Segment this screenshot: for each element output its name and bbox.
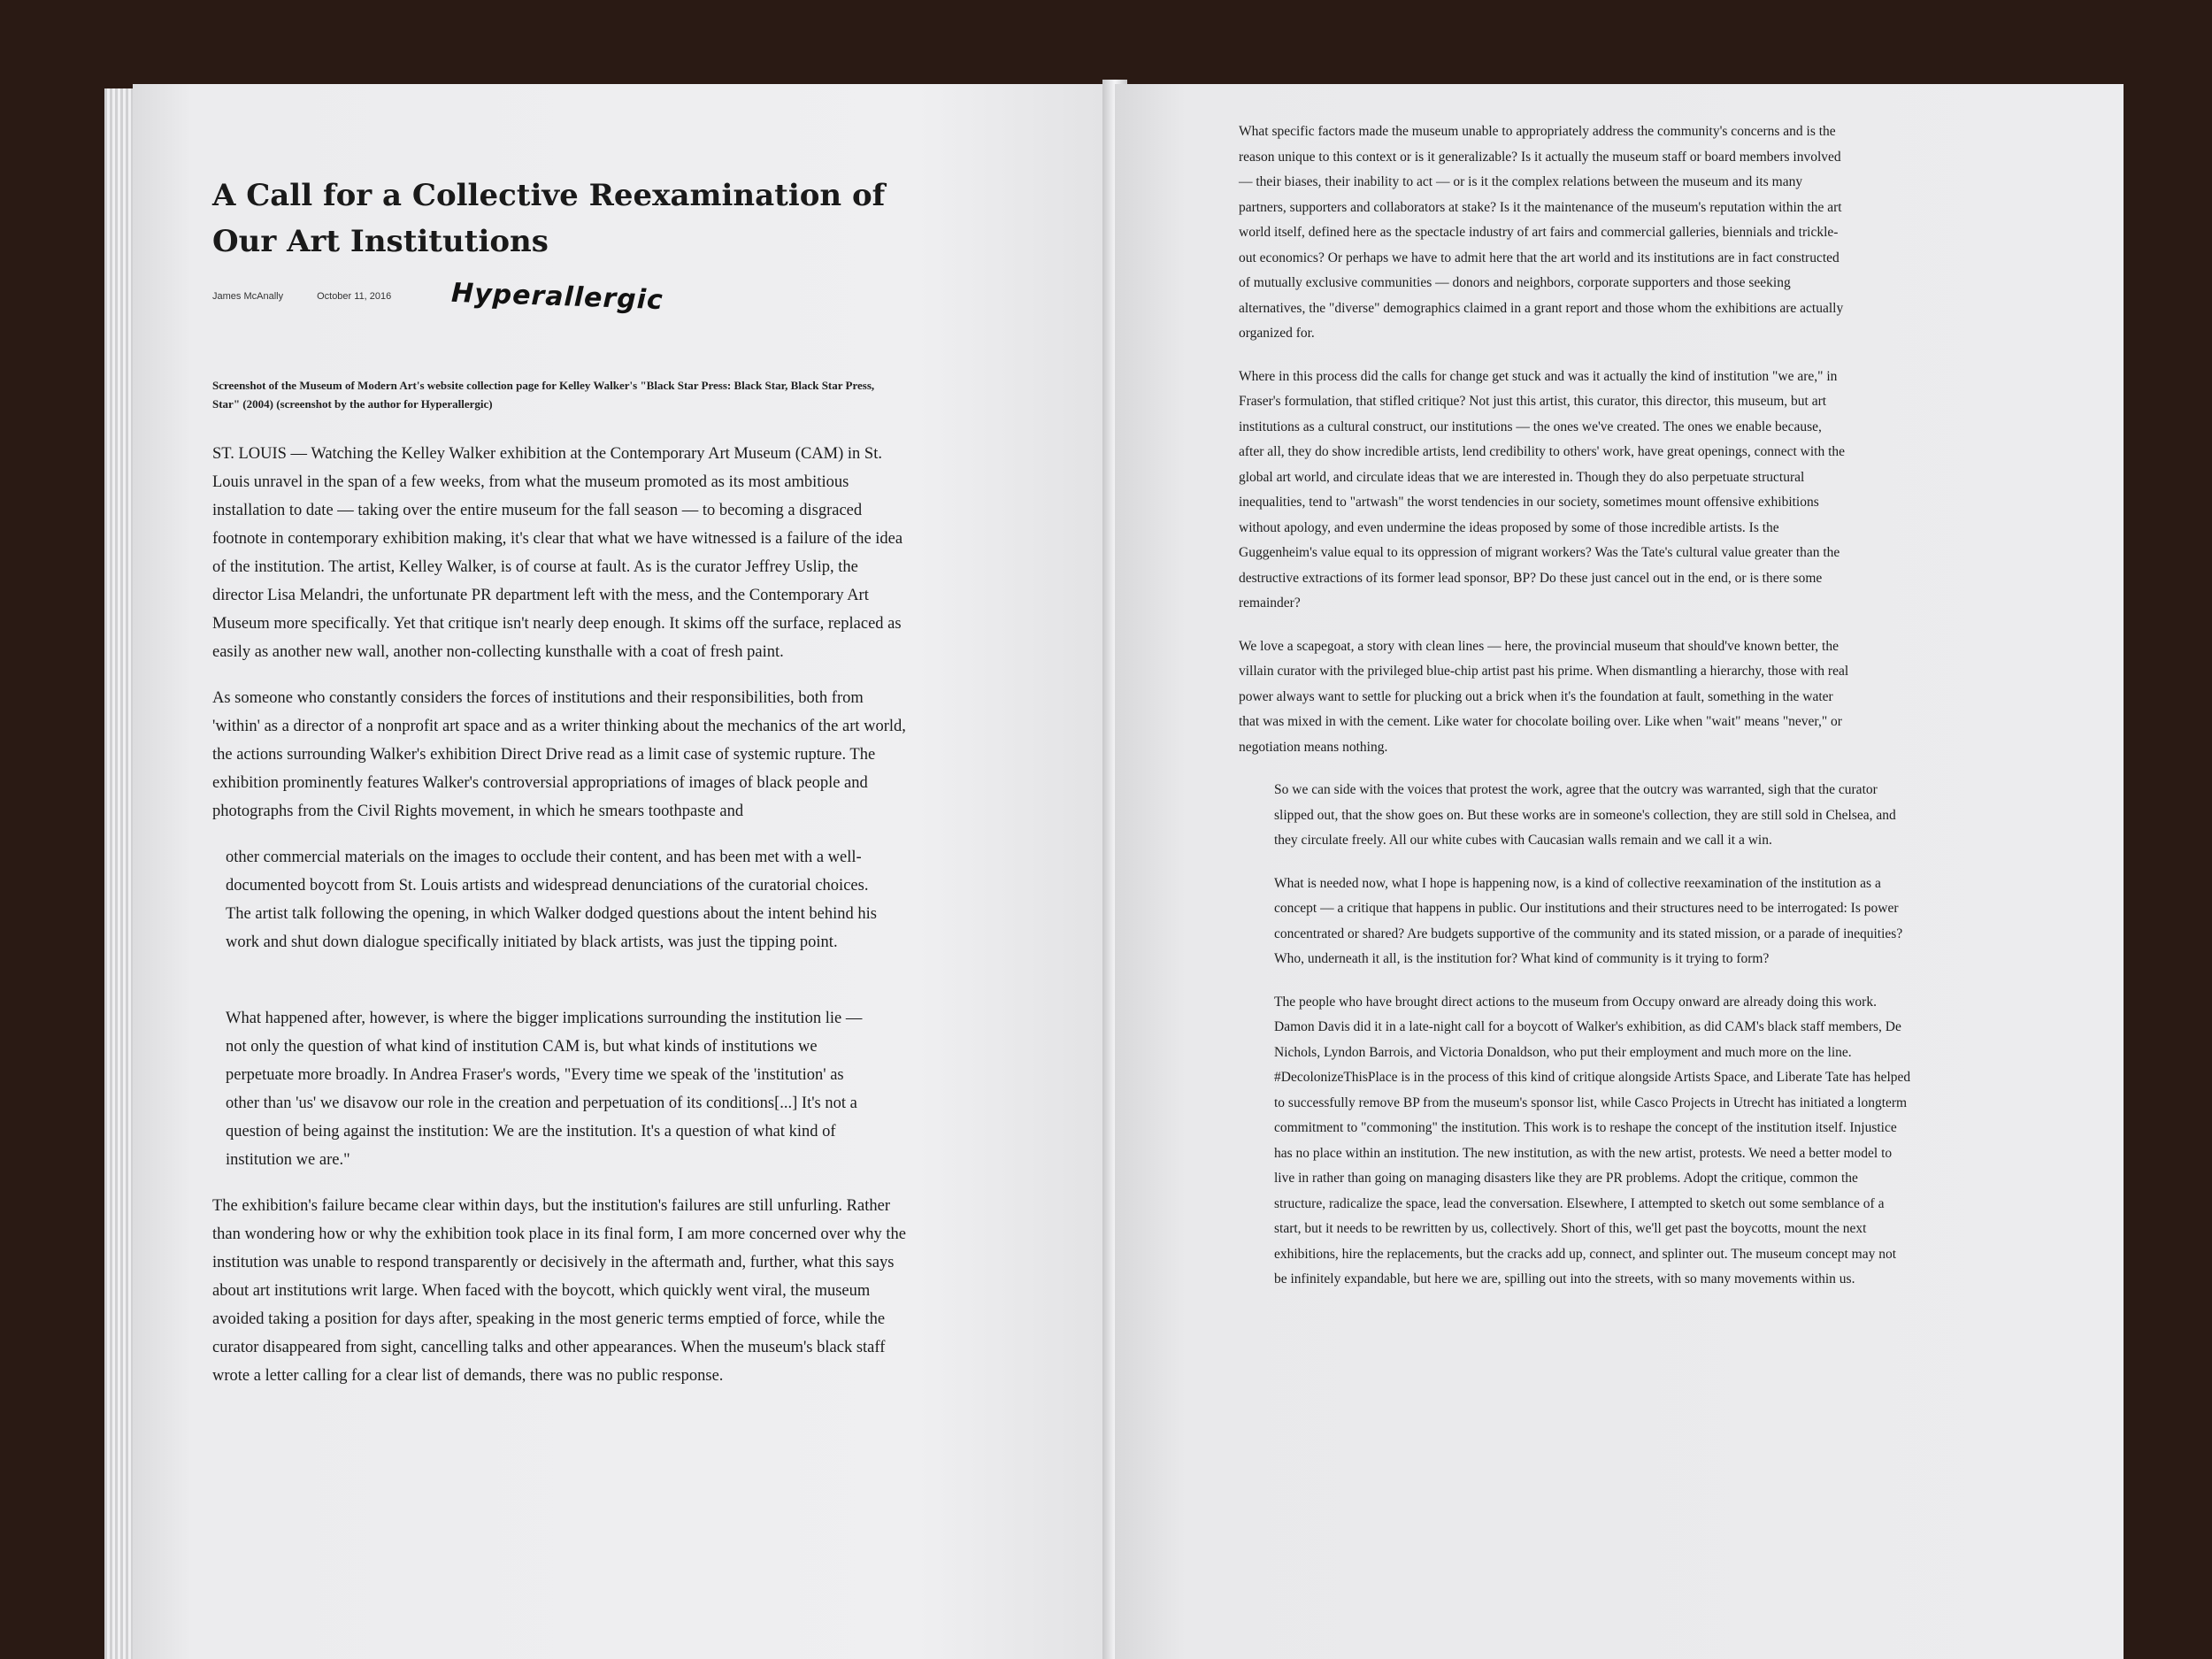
handwritten-note: Hyperallergic (450, 277, 664, 316)
paragraph: The exhibition's failure became clear within days, but the institution's failures are still unfurling. Rather than wondering how or why the exhibition took place in its final form, I am more concerned over why the institution was unable to respond transparently or decisively in the aftermath and, further, what this says about art institutions writ large. When faced with the boycott, which quickly went viral, the museum avoided taking a position for days after, speaking in the most generic terms emptied of force, while the curator disappeared from sight, cancelling talks and other appearances. When the museum's black staff wrote a letter calling for a clear list of demands, there was no public response. (212, 1197, 906, 1385)
byline (212, 277, 1053, 316)
paragraph: Where in this process did the calls for change get stuck and was it actually the kind of institution "we are," in Fraser's formulation, that stifled critique? Not just this artist, this curator, this director, this museum, but art institutions as a cultural construct, our institutions — the ones we've created. The ones we enable because, after all, they do show incredible artists, lend credibility to others' work, have great openings, connect with the global art world, and circulate ideas that we are interested in. Though they do also perpetuate structural inequalities, tend to "artwash" the worst tendencies in our society, sometimes mount offensive exhibitions without apology, and even undermine the ideas proposed by some of those incredible artists. Is the Guggenheim's value equal to its oppression of migrant workers? Was the Tate's cultural value greater than the destructive extractions of its former lead sponsor, BP? Do these just cancel out in the end, or is there some remainder? (1239, 368, 1846, 611)
left-page (133, 84, 1115, 1659)
author-name: James McAnally (212, 291, 284, 302)
paragraph: As someone who constantly considers the forces of institutions and their responsibilities, both from 'within' as a director of a nonprofit art space and as a writer thinking about the mechanics of the art world, the actions surrounding Walker's exhibition Direct Drive read as a limit case of systemic rupture. The exhibition prominently features Walker's controversial appropriations of images of black people and photographs from the Civil Rights movement, in which he smears toothpaste and (212, 689, 906, 820)
paragraph: So we can side with the voices that protest the work, agree that the outcry was warranted, sigh that the curator slipped out, that the show goes on. But these works are in someone's collection, they are still sold in Chelsea, and they circulate freely. All our white cubes with Caucasian walls remain and we call it a win. (1274, 782, 1896, 848)
paragraph: ST. LOUIS — Watching the Kelley Walker exhibition at the Contemporary Art Museum (CAM) in St. Louis unravel in the span of a few weeks, from what the museum promoted as its most ambitious installation to date — taking over the entire museum for the fall season — to becoming a disgraced footnote in contemporary exhibition making, it's clear that what we have witnessed is a failure of the idea of the institution. The artist, Kelley Walker, is of course at fault. As is the curator Jeffrey Uslip, the director Lisa Melandri, the unfortunate PR department left with the mess, and the Contemporary Art Museum more specifically. Yet that critique isn't nearly deep enough. It skims off the surface, replaced as easily as another new wall, another non-collecting kunsthalle with a coat of fresh paint. (212, 445, 903, 661)
paragraph: We love a scapegoat, a story with clean lines — here, the provincial museum that should've known better, the villain curator with the privileged blue-chip artist past his prime. When dismantling a hierarchy, those with real power always want to settle for plucking out a brick when it's the foundation at fault, something in the water that was mixed in with the cement. Like water for chocolate boiling over. Like when "wait" means "never," or negotiation means nothing. (1239, 638, 1849, 755)
right-page (1115, 84, 2124, 1659)
paragraph: other commercial materials on the images to occlude their content, and has been met with a well-documented boycott from St. Louis artists and widespread denunciations of the curatorial choices. The artist talk following the opening, in which Walker dodged questions about the intent behind his work and shut down dialogue specifically initiated by black artists, was just the tipping point. (226, 849, 877, 951)
paragraph: What is needed now, what I hope is happening now, is a kind of collective reexamination of the institution as a concept — a critique that happens in public. Our institutions and their structures need to be interrogated: Is power concentrated or shared? Are budgets supportive of the community and its stated mission, or a parade of inequities? Who, underneath it all, is the institution for? What kind of community is it trying to form? (1274, 875, 1903, 966)
article-title: A Call for a Collective Reexamination of Our Art Institutions (212, 178, 886, 259)
publish-date: October 11, 2016 (317, 291, 392, 302)
image-caption: Screenshot of the Museum of Modern Art's website collection page for Kelley Walker's "Black Star Press: Black Star, Black Star Press, Star" (2004) (screenshot by the author for Hyperallergic) (212, 379, 875, 411)
page-edges (104, 88, 136, 1659)
paragraph: What happened after, however, is where the bigger implications surrounding the institution lie — not only the question of what kind of institution CAM is, but what kinds of institutions we perpetuate more broadly. In Andrea Fraser's words, "Every time we speak of the 'institution' as other than 'us' we disavow our role in the creation and perpetuation of its conditions[...] It's not a question of being against the institution: We are the institution. It's a question of what kind of institution we are." (226, 1010, 863, 1169)
paragraph: The people who have brought direct actions to the museum from Occupy onward are already doing this work. Damon Davis did it in a late-night call for a boycott of Walker's exhibition, as did CAM's black staff members, De Nichols, Lyndon Barrois, and Victoria Donaldson, who put their employment and much more on the line. #DecolonizeThisPlace is in the process of this kind of critique alongside Artists Space, and Liberate Tate has helped to successfully remove BP from the museum's sponsor list, while Casco Projects in Utrecht has initiated a longterm commitment to "commoning" the institution. This work is to reshape the concept of the institution itself. Injustice has no place within an institution. The new institution, as with the new artist, protests. We need a better model to live in rather than going on managing disasters like they are PR problems. Adopt the critique, common the structure, radicalize the space, lead the conversation. Elsewhere, I attempted to sketch out some semblance of a start, but it needs to be rewritten by us, collectively. Short of this, we'll get past the boycotts, mount the next exhibitions, hire the replacements, but the cracks add up, connect, and splinter out. The museum concept may not be infinitely expandable, but here we are, spilling out into the streets, with so many movements within us. (1274, 994, 1911, 1286)
paragraph: What specific factors made the museum unable to appropriately address the community's concerns and is the reason unique to this context or is it generalizable? Is it actually the museum staff or board members involved — their biases, their inability to act — or is it the complex relations between the museum and its many partners, supporters and collaborators at stake? Is it the maintenance of the museum's reputation within the art world itself, defined here as the spectacle industry of art fairs and commercial galleries, biennials and trickle-out economics? Or perhaps we have to admit here that the art world and its institutions are in fact constructed of mutually exclusive communities — donors and neighbors, corporate supporters and those seeking alternatives, the "diverse" demographics claimed in a grant report and those whom the exhibitions are actually organized for. (1239, 124, 1844, 341)
